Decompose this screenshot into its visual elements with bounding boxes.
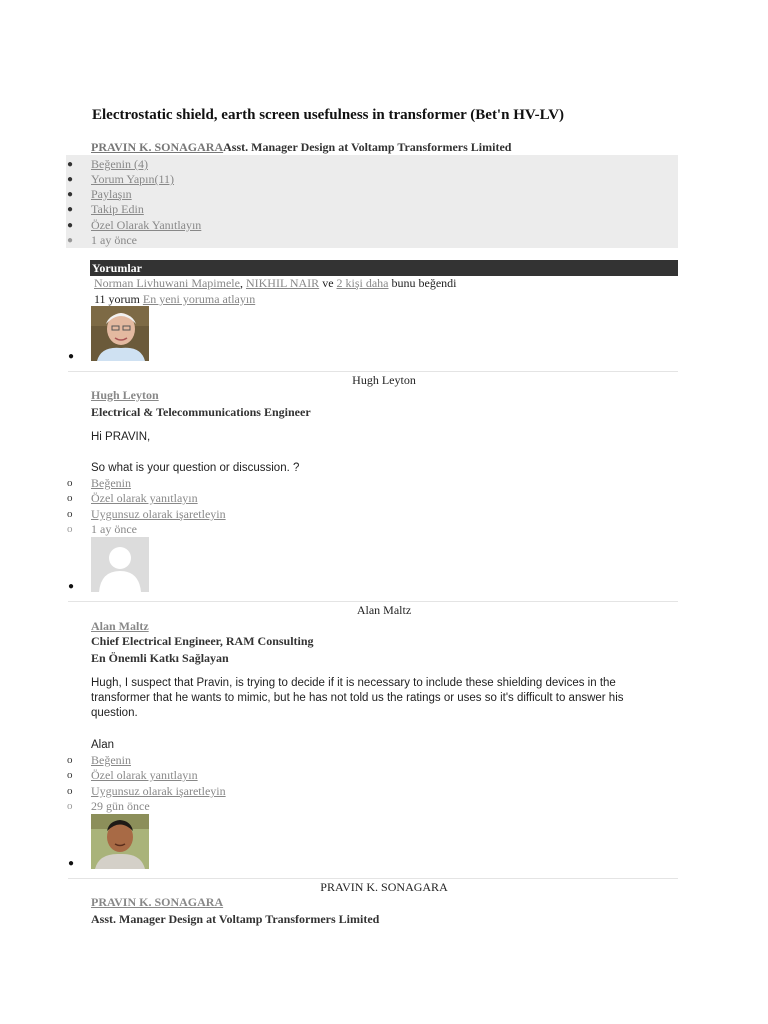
circle-bullet-icon: o (67, 769, 73, 781)
circle-bullet-icon: o (67, 523, 73, 535)
commenter-link[interactable]: Hugh Leyton (91, 388, 159, 402)
private-reply-link[interactable]: Özel olarak yanıtlayın (91, 491, 198, 505)
commenter-link[interactable]: PRAVIN K. SONAGARA (91, 895, 224, 909)
avatar[interactable] (91, 306, 149, 361)
bullet-icon: ● (67, 174, 74, 185)
author-link[interactable]: PRAVIN K. SONAGARA (91, 140, 224, 154)
like-link[interactable]: Beğenin (4) (91, 157, 148, 171)
bullet-icon: ● (68, 351, 75, 362)
avatar[interactable] (91, 537, 149, 592)
bullet-icon: ● (67, 220, 74, 231)
comment-flag[interactable] (67, 507, 226, 522)
commenter-name (91, 388, 159, 403)
commenter-name (91, 895, 223, 910)
avatar[interactable] (91, 814, 149, 869)
liker-link[interactable]: Norman Livhuwani Mapimele (94, 276, 240, 290)
flag-link[interactable]: Uygunsuz olarak işaretleyin (91, 507, 226, 521)
action-comment[interactable] (67, 172, 175, 187)
commenter-name (91, 619, 149, 634)
author-role: Asst. Manager Design at Voltamp Transformers Limited (223, 140, 512, 154)
action-like[interactable] (67, 157, 148, 172)
person-photo-icon (91, 814, 149, 869)
jump-to-latest-link[interactable]: En yeni yoruma atlayın (142, 292, 256, 306)
circle-bullet-icon: o (67, 492, 73, 504)
avatar-caption: Alan Maltz (356, 603, 412, 617)
bullet-icon: ● (67, 159, 74, 170)
circle-bullet-icon: o (67, 754, 73, 766)
comment-time-text: 29 gün önce (91, 799, 150, 813)
divider (68, 601, 678, 602)
circle-bullet-icon: o (67, 785, 73, 797)
commenter-role: Electrical & Telecommunications Engineer (91, 405, 311, 419)
comment-private-reply[interactable] (67, 491, 198, 506)
like-link[interactable]: Beğenin (91, 476, 131, 490)
likes-suffix: bunu beğendi (391, 276, 457, 290)
bullet-icon: ● (67, 204, 74, 215)
person-photo-icon (91, 306, 149, 361)
likers-separator: , (239, 276, 243, 290)
avatar-caption: Hugh Leyton (352, 373, 416, 387)
bullet-icon: ● (67, 189, 74, 200)
avatar-caption: PRAVIN K. SONAGARA (320, 880, 448, 894)
private-reply-link[interactable]: Özel Olarak Yanıtlayın (91, 218, 202, 232)
default-avatar-icon (91, 537, 149, 592)
comment-time (67, 799, 150, 814)
share-link[interactable]: Paylaşın (91, 187, 132, 201)
commenter-role: Chief Electrical Engineer, RAM Consulting (91, 634, 314, 648)
divider (68, 878, 678, 879)
comment-time-text: 1 ay önce (91, 522, 137, 536)
comment-body-line: So what is your question or discussion. ? (91, 462, 300, 474)
likers-and: ve (322, 276, 334, 290)
comment-flag[interactable] (67, 784, 226, 799)
action-share[interactable] (67, 187, 132, 202)
liker-link[interactable]: NIKHIL NAIR (245, 276, 320, 290)
like-link[interactable]: Beğenin (91, 753, 131, 767)
comment-count-line (94, 292, 255, 307)
post-time (67, 233, 137, 248)
action-private-reply[interactable] (67, 218, 202, 233)
bullet-icon: ● (68, 858, 75, 869)
bullet-icon: ● (67, 235, 74, 246)
comments-header: Yorumlar (90, 260, 678, 276)
more-likers-link[interactable]: 2 kişi daha (336, 276, 389, 290)
comment-link[interactable]: Yorum Yapın(11) (91, 172, 175, 186)
post-title: Electrostatic shield, earth screen usefulness in transformer (Bet'n HV-LV) (92, 107, 565, 123)
circle-bullet-icon: o (67, 800, 73, 812)
bullet-icon: ● (68, 581, 75, 592)
divider (68, 371, 678, 372)
comment-private-reply[interactable] (67, 768, 198, 783)
contributor-badge: En Önemli Katkı Sağlayan (91, 651, 229, 665)
action-follow[interactable] (67, 202, 144, 217)
comment-body-line: Hugh, I suspect that Pravin, is trying to decide if it is necessary to include these shielding devices in the transformer that he wants to mimic, but he has not told us the ratings or uses so it's difficult to answer his question. (91, 677, 624, 719)
comment-like[interactable] (67, 476, 131, 491)
comment-count: 11 yorum (94, 292, 140, 306)
comment-like[interactable] (67, 753, 131, 768)
circle-bullet-icon: o (67, 477, 73, 489)
comment-time (67, 522, 137, 537)
comment-body-line: Hi PRAVIN, (91, 431, 151, 443)
commenter-link[interactable]: Alan Maltz (91, 619, 149, 633)
comment-body-line: Alan (91, 739, 115, 751)
flag-link[interactable]: Uygunsuz olarak işaretleyin (91, 784, 226, 798)
likes-line (94, 276, 457, 291)
circle-bullet-icon: o (67, 508, 73, 520)
follow-link[interactable]: Takip Edin (91, 202, 144, 216)
post-time-text: 1 ay önce (91, 233, 137, 247)
private-reply-link[interactable]: Özel olarak yanıtlayın (91, 768, 198, 782)
post-actions (66, 155, 678, 248)
post-author (91, 140, 511, 155)
commenter-role: Asst. Manager Design at Voltamp Transformers Limited (91, 912, 380, 926)
